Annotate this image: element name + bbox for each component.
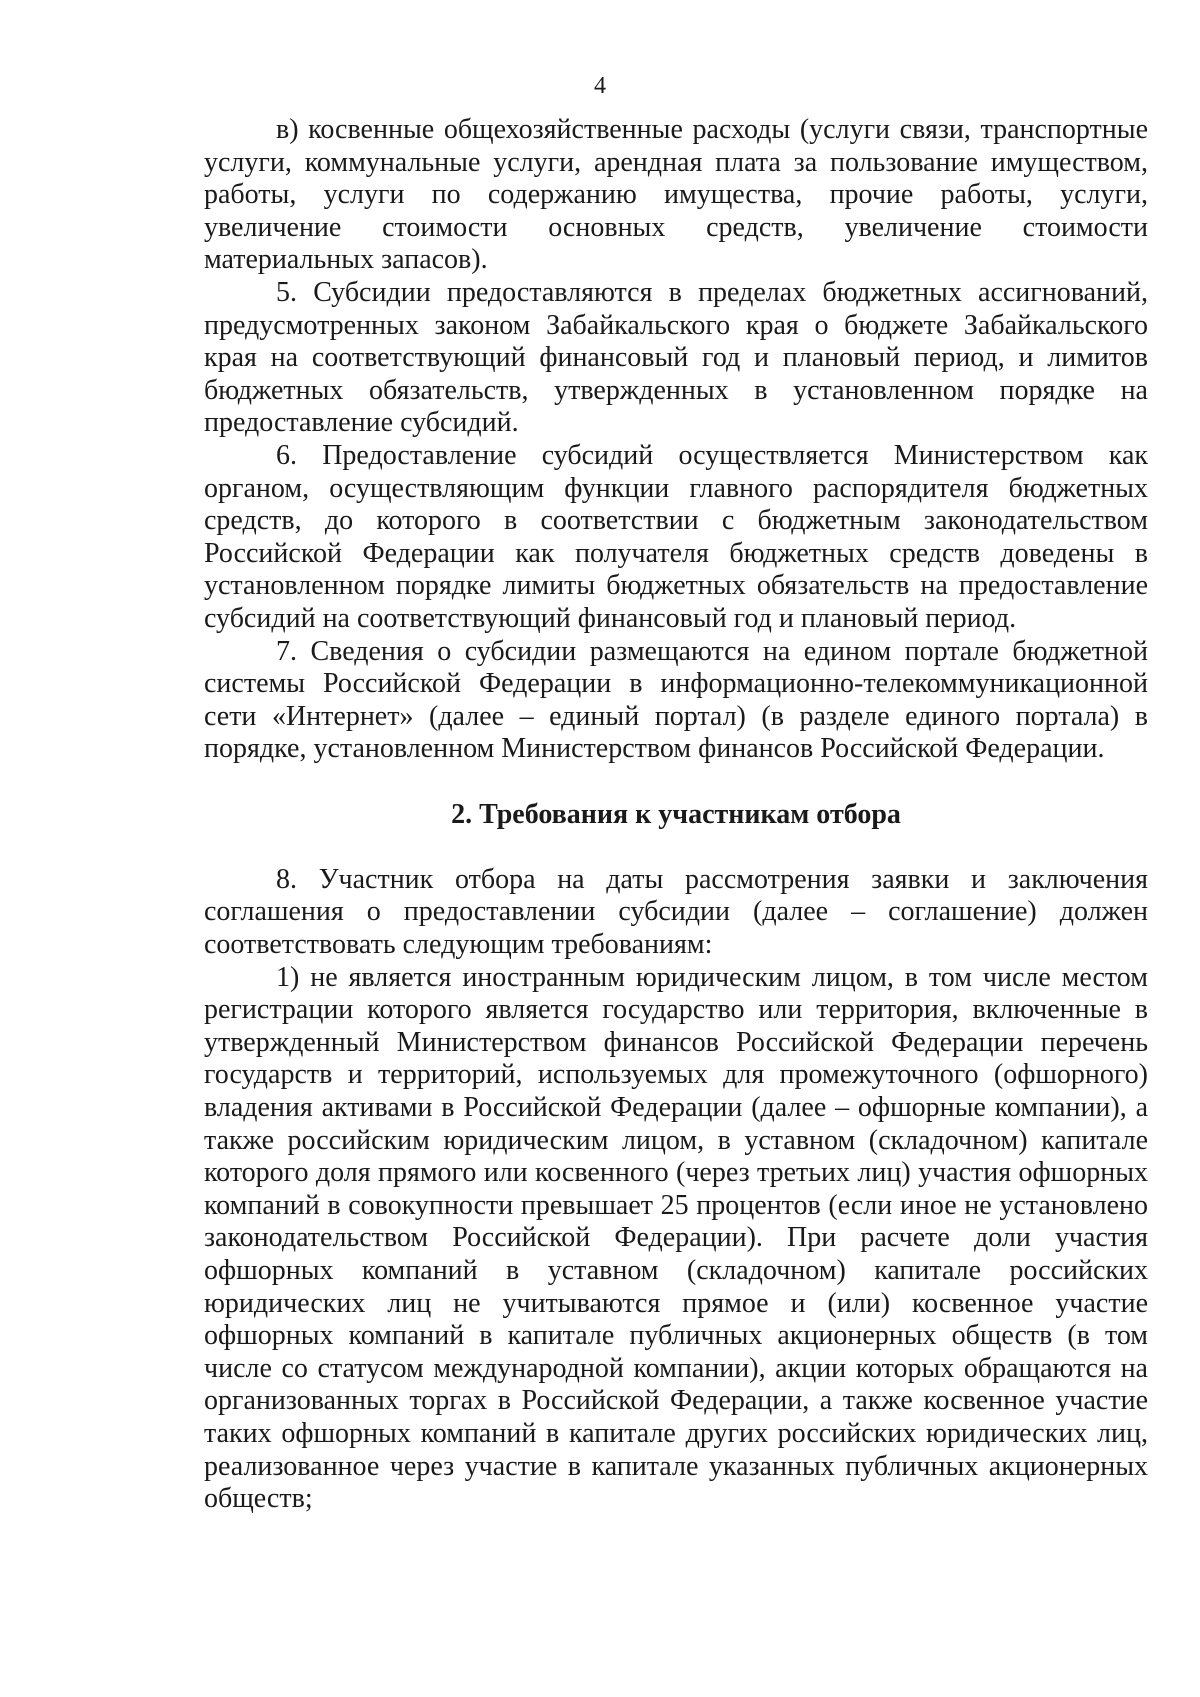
paragraph-4v: в) косвенные общехозяйственные расходы (услуги связи, транспортные услуги, коммунальные услуги, арендная плата за пользование имуществом, работы, услуги по содержанию имущества, прочие работы, услуги, увеличение стоимости основных средств, увеличение стоимости материальных запасов). bbox=[204, 114, 1148, 276]
document-body bbox=[204, 114, 1148, 1516]
paragraph-5: 5. Субсидии предоставляются в пределах бюджетных ассигнований, предусмотренных законом Забайкальского края о бюджете Забайкальского края на соответствующий финансовый год и плановый период, и лимитов бюджетных обязательств, утвержденных в установленном порядке на предоставление субсидий. bbox=[204, 276, 1148, 439]
paragraph-8: 8. Участник отбора на даты рассмотрения заявки и заключения соглашения о предоставлении субсидии (далее – соглашение) должен соответствовать следующим требованиям: bbox=[204, 863, 1148, 961]
section-heading: 2. Требования к участникам отбора bbox=[451, 798, 901, 830]
paragraph-7: 7. Сведения о субсидии размещаются на едином портале бюджетной системы Российской Федерации в информационно-телекоммуникационной сети «Интернет» (далее – единый портал) (в разделе единого портала) в порядке, установленном Министерством финансов Российской Федерации. bbox=[204, 635, 1148, 765]
paragraph-6: 6. Предоставление субсидий осуществляется Министерством как органом, осуществляющим функции главного распорядителя бюджетных средств, до которого в соответствии с бюджетным законодательством Российской Федерации как получателя бюджетных средств доведены в установленном порядке лимиты бюджетных обязательств на предоставление субсидий на соответствующий финансовый год и плановый период. bbox=[204, 439, 1148, 634]
page-number: 4 bbox=[594, 73, 606, 99]
paragraph-8-1: 1) не является иностранным юридическим лицом, в том числе местом регистрации которого является государство или территория, включенные в утвержденный Министерством финансов Российской Федерации перечень государств и территорий, используемых для промежуточного (офшорного) владения активами в Российской Федерации (далее – офшорные компании), а также российским юридическим лицом, в уставном (складочном) капитале которого доля прямого или косвенного (через третьих лиц) участия офшорных компаний в совокупности превышает 25 процентов (если иное не установлено законодательством Российской Федерации). При расчете доли участия офшорных компаний в уставном (складочном) капитале российских юридических лиц не учитываются прямое и (или) косвенное участие офшорных компаний в капитале публичных акционерных обществ (в том числе со статусом международной компании), акции которых обращаются на организованных торгах в Российской Федерации, а также косвенное участие таких офшорных компаний в капитале других российских юридических лиц, реализованное через участие в капитале указанных публичных акционерных обществ; bbox=[204, 961, 1148, 1515]
